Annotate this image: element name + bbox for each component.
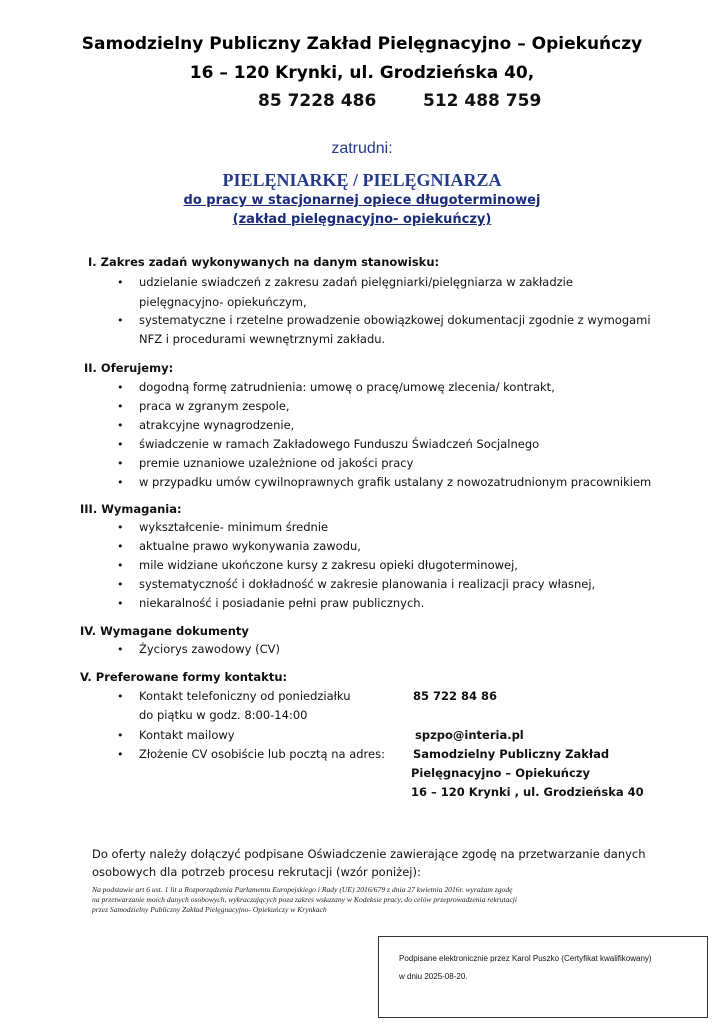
subtitle-line-1: do pracy w stacjonarnej opiece długoterminowej [183, 193, 541, 208]
contact-address-line-1: Samodzielny Publiczny Zakład [413, 747, 610, 761]
list-item: w przypadku umów cywilnoprawnych grafik ustalany z nowozatrudnionym pracownikiem [139, 475, 652, 489]
bullet-icon: • [117, 276, 124, 289]
bullet-icon: • [117, 559, 124, 572]
list-item: aktualne prawo wykonywania zawodu, [139, 539, 361, 553]
bullet-icon: • [117, 729, 124, 742]
phone-number-2: 512 488 759 [423, 91, 542, 111]
bullet-icon: • [117, 381, 124, 394]
bullet-icon: • [117, 457, 124, 470]
list-item: atrakcyjne wynagrodzenie, [139, 418, 295, 432]
list-item-continuation: NFZ i procedurami wewnętrznymi zakładu. [139, 332, 386, 346]
position-title: PIELĘNIARKĘ / PIELĘGNIARZA [222, 170, 502, 190]
bullet-icon: • [117, 400, 124, 413]
consent-clause-line-2: na przetwarzanie moich danych osobowych, wykraczających poza zakres wskazany w Kodeksie pracy, do celów przeprowadzenia rekrutacji [92, 895, 517, 904]
list-item: premie uznaniowe uzależnione od jakości pracy [139, 456, 414, 470]
consent-clause-line-3: przez Samodzielny Publiczny Zakład Pielęgnacyjno- Opiekuńczy w Krynkach [92, 905, 327, 914]
contact-address-line-3: 16 – 120 Krynki , ul. Grodzieńska 40 [411, 785, 644, 799]
bullet-icon: • [117, 690, 124, 703]
bullet-icon: • [117, 521, 124, 534]
bullet-icon: • [117, 578, 124, 591]
contact-email: spzpo@interia.pl [415, 728, 524, 742]
list-item: dogodną formę zatrudnienia: umowę o pracę/umowę zlecenia/ kontrakt, [139, 380, 555, 394]
bullet-icon: • [117, 419, 124, 432]
list-item-continuation: do piątku w godz. 8:00-14:00 [139, 708, 308, 722]
phone-number-1: 85 7228 486 [258, 91, 377, 111]
list-item: systematyczność i dokładność w zakresie planowania i realizacji pracy własnej, [139, 577, 596, 591]
bullet-icon: • [117, 476, 124, 489]
section-1-title: I. Zakres zadań wykonywanych na danym stanowisku: [88, 255, 440, 269]
bullet-icon: • [117, 643, 124, 656]
list-item: praca w zgranym zespole, [139, 399, 290, 413]
contact-phone: 85 722 84 86 [413, 689, 498, 703]
list-item-continuation: pielęgnacyjno- opiekuńczym, [139, 295, 307, 309]
bullet-icon: • [117, 597, 124, 610]
footer-note-line-1: Do oferty należy dołączyć podpisane Oświadczenie zawierające zgodę na przetwarzanie danych [92, 847, 646, 861]
hire-heading: zatrudni: [331, 140, 393, 157]
list-item: Kontakt telefoniczny od poniedziałku [139, 689, 351, 703]
bullet-icon: • [117, 438, 124, 451]
section-4-title: IV. Wymagane dokumenty [80, 624, 249, 638]
section-3-title: III. Wymagania: [80, 502, 182, 516]
bullet-icon: • [117, 314, 124, 327]
section-5-title: V. Preferowane formy kontaktu: [80, 670, 288, 684]
organization-address: 16 – 120 Krynki, ul. Grodzieńska 40, [189, 63, 535, 83]
organization-name: Samodzielny Publiczny Zakład Pielęgnacyjno – Opiekuńczy [81, 34, 643, 54]
subtitle-line-2: (zakład pielęgnacyjno- opiekuńczy) [232, 212, 492, 227]
signature-line-1: Podpisane elektronicznie przez Karol Puszko (Certyfikat kwalifikowany) [399, 954, 652, 963]
signature-line-2: w dniu 2025-08-20. [399, 972, 468, 981]
list-item: niekaralność i posiadanie pełni praw publicznych. [139, 596, 425, 610]
list-item: systematyczne i rzetelne prowadzenie obowiązkowej dokumentacji zgodnie z wymogami [139, 313, 651, 327]
consent-clause-line-1: Na podstawie art 6 ust. 1 lit a Rozporządzenia Parlamentu Europejskiego i Rady (UE) 2016/679 z dnia 27 kwietnia 2016r. wyrażam zgodę [92, 885, 513, 894]
electronic-signature-box [378, 936, 708, 1018]
section-2-title: II. Oferujemy: [84, 361, 174, 375]
footer-note-line-2: osobowych dla potrzeb procesu rekrutacji (wzór poniżej): [92, 865, 421, 879]
list-item: Kontakt mailowy [139, 728, 235, 742]
bullet-icon: • [117, 748, 124, 761]
list-item: udzielanie swiadczeń z zakresu zadań pielęgniarki/pielęgniarza w zakładzie [139, 275, 573, 289]
list-item: wykształcenie- minimum średnie [139, 520, 329, 534]
list-item: Życiorys zawodowy (CV) [139, 642, 281, 656]
list-item: Złożenie CV osobiście lub pocztą na adres: [139, 747, 385, 761]
list-item: świadczenie w ramach Zakładowego Funduszu Świadczeń Socjalnego [139, 437, 540, 451]
contact-address-line-2: Pielęgnacyjno – Opiekuńczy [411, 766, 590, 780]
list-item: mile widziane ukończone kursy z zakresu opieki długoterminowej, [139, 558, 518, 572]
bullet-icon: • [117, 540, 124, 553]
consent-clause [92, 885, 662, 915]
